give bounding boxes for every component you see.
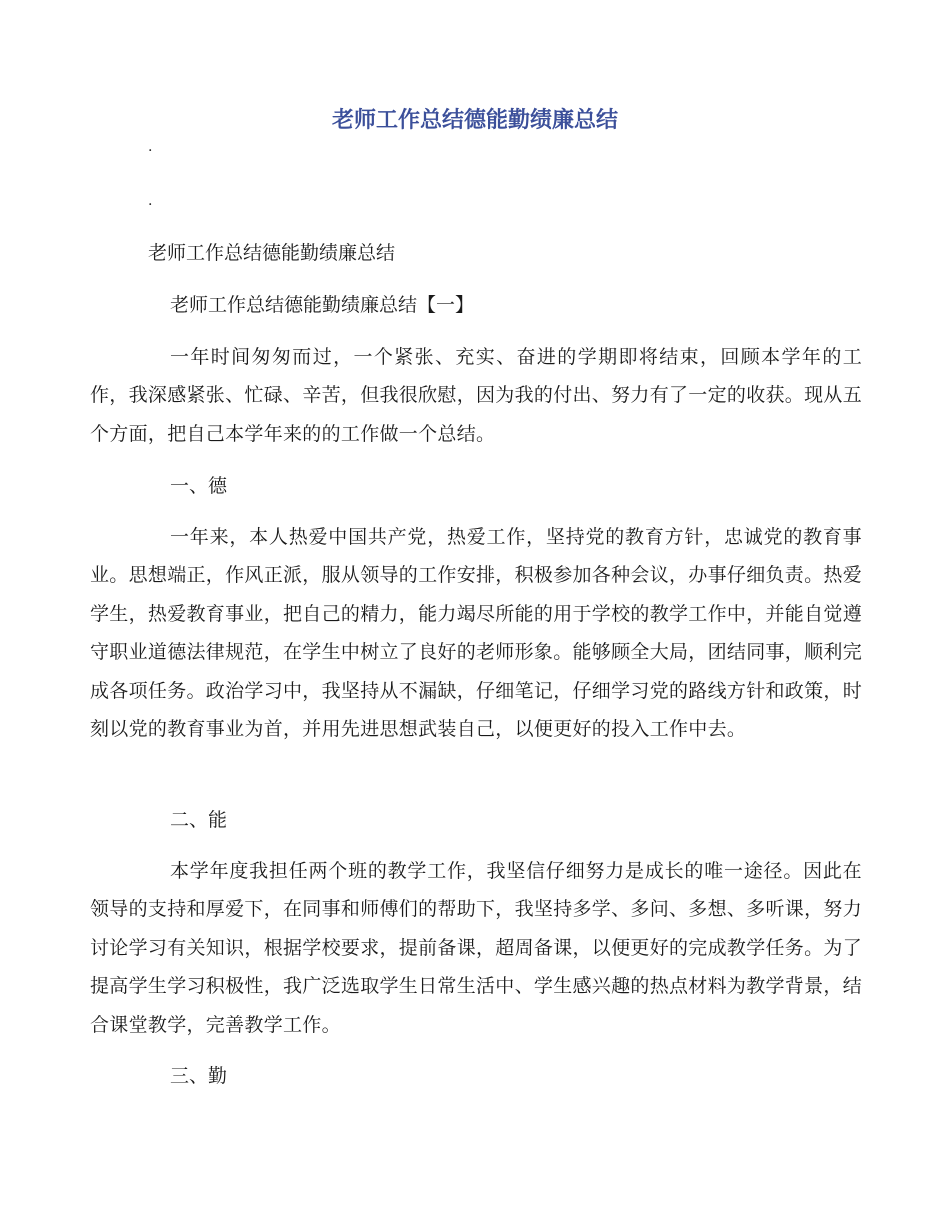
- section-heading-qin: 三、勤: [170, 1065, 228, 1087]
- section-heading-de: 一、德: [170, 475, 228, 497]
- document-title: 老师工作总结德能勤绩廉总结: [331, 107, 618, 133]
- intro-paragraph: 一年时间匆匆而过，一个紧张、充实、奋进的学期即将结束，回顾本学年的工作，我深感紧张、忙碌、辛苦，但我很欣慰，因为我的付出、努力有了一定的收获。现从五个方面，把自己本学年来的的工作做一个总结。: [90, 346, 863, 445]
- dot-marker: .: [148, 139, 153, 155]
- part-heading: 老师工作总结德能勤绩廉总结【一】: [170, 294, 475, 316]
- document-subtitle: 老师工作总结德能勤绩廉总结: [148, 242, 396, 264]
- section-paragraph-de: 一年来，本人热爱中国共产党，热爱工作，坚持党的教育方针，忠诚党的教育事业。思想端正，作风正派，服从领导的工作安排，积极参加各种会议，办事仔细负责。热爱学生，热爱教育事业，把自己的精力，能力竭尽所能的用于学校的教学工作中，并能自觉遵守职业道德法律规范，在学生中树立了良好的老师形象。能够顾全大局，团结同事，顺利完成各项任务。政治学习中，我坚持从不漏缺，仔细笔记，仔细学习党的路线方针和政策，时刻以党的教育事业为首，并用先进思想武装自己，以便更好的投入工作中去。: [90, 526, 863, 741]
- dot-marker: .: [148, 193, 153, 209]
- section-paragraph-neng: 本学年度我担任两个班的教学工作，我坚信仔细努力是成长的唯一途径。因此在领导的支持和厚爱下，在同事和师傅们的帮助下，我坚持多学、多问、多想、多听课，努力讨论学习有关知识，根据学校要求，提前备课，超周备课，以便更好的完成教学任务。为了提高学生学习积极性，我广泛选取学生日常生活中、学生感兴趣的热点材料为教学背景，结合课堂教学，完善教学工作。: [90, 860, 863, 1036]
- section-heading-neng: 二、能: [170, 809, 228, 831]
